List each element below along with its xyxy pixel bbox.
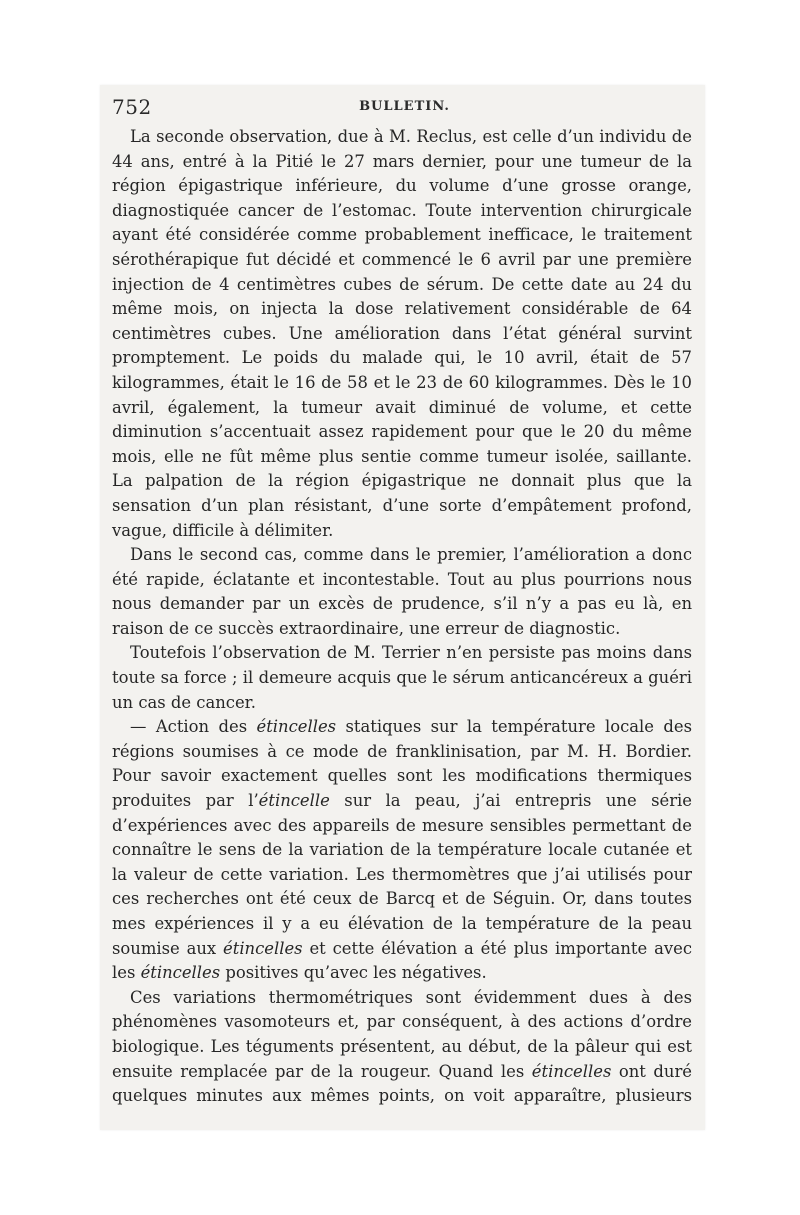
scanned-page	[100, 85, 705, 1130]
page-number: 752	[112, 95, 152, 119]
paragraph-bordier-sparks	[112, 715, 692, 986]
text-segment: ont duré quelques minutes aux mêmes points, on voit apparaître, plusieurs	[112, 1061, 692, 1106]
text-segment: et cette élévation a été plus importante avec les	[112, 938, 692, 983]
text-segment: sur la peau, j’ai entrepris une série d’expériences avec des appareils de mesure sensibles permettant de connaître le sens de la variation de la température locale cutanée et la valeur de cette variation. Les thermomètres que j’ai utilisés pour ces recherches ont été ceux de Barcq et de Séguin. Or, dans toutes mes expériences il y a eu élévation de la température de la peau soumise aux	[112, 791, 692, 958]
italic-term: étincelles	[256, 717, 337, 737]
italic-term: étincelles	[140, 963, 221, 983]
text-segment: positives qu’avec les négatives.	[220, 963, 487, 983]
italic-term: étincelles	[531, 1061, 612, 1081]
page-body	[112, 125, 692, 1109]
paragraph-thermometric-variations	[112, 986, 692, 1109]
paragraph-reclus-observation: La seconde observation, due à M. Reclus, est celle d’un individu de 44 ans, entré à la Pitié le 27 mars dernier, pour une tumeur de la région épigastrique inférieure, du volume d’une grosse orange, diagnostiquée cancer de l’estomac. Toute intervention chirurgicale ayant été considérée comme probablement inefficace, le traitement sérothérapique fut décidé et commencé le 6 avril par une première injection de 4 centimètres cubes de sérum. De cette date au 24 du même mois, on injecta la dose relativement considérable de 64 centimètres cubes. Une amélioration dans l’état général survint promptement. Le poids du malade qui, le 10 avril, était de 57 kilogrammes, était le 16 de 58 et le 23 de 60 kilogrammes. Dès le 10 avril, également, la tumeur avait diminué de volume, et cette diminution s’accentuait assez rapidement pour que le 20 du même mois, elle ne fût même plus sentie comme tumeur isolée, saillante. La palpation de la région épigastrique ne donnait plus que la sensation d’un plan résistant, d’une sorte d’empâtement profond, vague, difficile à délimiter.	[112, 127, 692, 540]
paragraph-second-case: Dans le second cas, comme dans le premier, l’amélioration a donc été rapide, éclatante et incontestable. Tout au plus pourrions nous nous demander par un excès de prudence, s’il n’y a pas eu là, en raison de ce succès extraordinaire, une erreur de diagnostic.	[112, 545, 692, 638]
text-segment: Ces variations thermométriques sont évidemment dues à des phénomènes vasomoteurs et, par conséquent, à des actions d’ordre biologique. Les téguments présentent, au début, de la pâleur qui est ensuite remplacée par de la rougeur. Quand les	[112, 987, 692, 1081]
text-segment: — Action des	[130, 717, 257, 737]
italic-term: étincelles	[223, 938, 303, 958]
text-segment: statiques sur la température locale des régions soumises à ce mode de franklinisation, par M. H. Bordier. Pour savoir exactement quelles sont les modifications thermiques produites par l’	[112, 717, 692, 811]
page-header	[112, 95, 697, 121]
running-title: BULLETIN.	[359, 99, 450, 114]
paragraph-terrier-observation: Toutefois l’observation de M. Terrier n’en persiste pas moins dans toute sa force ; il demeure acquis que le sérum anticancéreux a guéri un cas de cancer.	[112, 643, 692, 712]
italic-term: étincelle	[258, 791, 330, 811]
